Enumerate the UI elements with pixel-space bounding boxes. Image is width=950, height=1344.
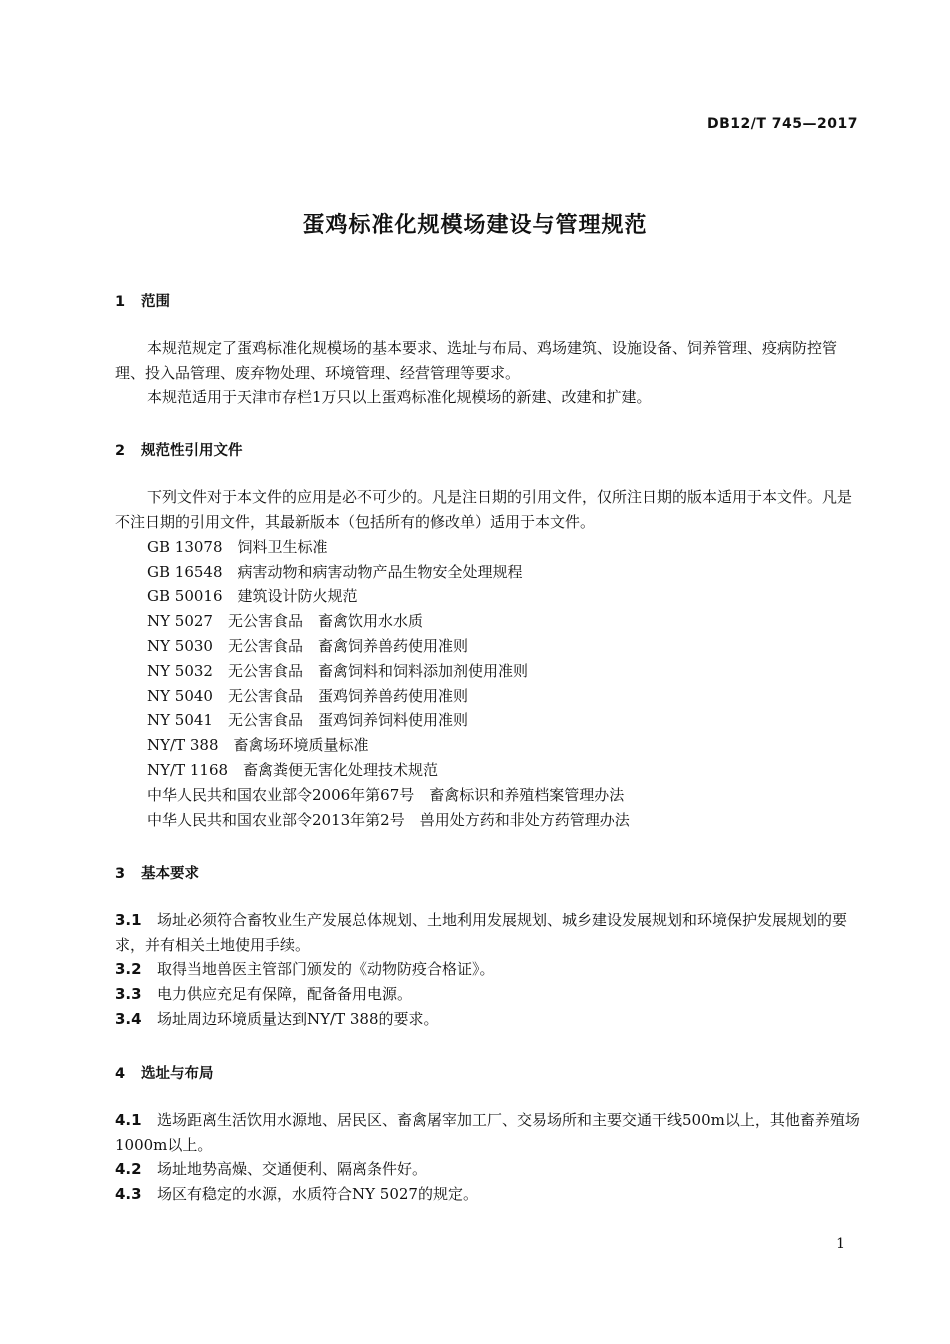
section-number: 4 xyxy=(115,1066,126,1082)
clause-text: 取得当地兽医主管部门颁发的《动物防疫合格证》。 xyxy=(157,960,495,978)
reference-item: NY 5030 无公害食品 畜禽饲养兽药使用准则 xyxy=(147,637,468,655)
section-title: 选址与布局 xyxy=(141,1066,214,1082)
paragraph: 本规范规定了蛋鸡标准化规模场的基本要求、选址与布局、鸡场建筑、设施设备、饲养管理、疫病防控管理、投入品管理、废弃物处理、环境管理、经营管理等要求。 xyxy=(115,339,838,382)
clause-text: 电力供应充足有保障，配备备用电源。 xyxy=(157,985,413,1003)
section-heading-2 xyxy=(115,439,243,460)
section-heading-4 xyxy=(115,1062,214,1083)
section-title: 基本要求 xyxy=(141,866,199,882)
reference-item: NY 5041 无公害食品 蛋鸡饲养饲料使用准则 xyxy=(147,711,468,729)
reference-item: NY/T 388 畜禽场环境质量标准 xyxy=(147,736,369,754)
clause-text: 场址必须符合畜牧业生产发展总体规划、土地利用发展规划、城乡建设发展规划和环境保护发展规划的要求，并有相关土地使用手续。 xyxy=(115,911,848,954)
clause xyxy=(115,1007,860,1032)
reference-item: NY 5040 无公害食品 蛋鸡饲养兽药使用准则 xyxy=(147,687,468,705)
section-number: 3 xyxy=(115,866,126,882)
clause xyxy=(115,982,860,1007)
clause-text: 场址周边环境质量达到NY/T 388的要求。 xyxy=(157,1010,439,1028)
clause-number: 3.2 xyxy=(115,960,142,978)
page-number: 1 xyxy=(836,1236,845,1252)
clause-number: 3.1 xyxy=(115,911,142,929)
clause-number: 4.2 xyxy=(115,1160,142,1178)
clause-number: 3.3 xyxy=(115,985,142,1003)
reference-item: GB 50016 建筑设计防火规范 xyxy=(147,587,358,605)
clause-text: 场址地势高燥、交通便利、隔离条件好。 xyxy=(157,1160,428,1178)
clause xyxy=(115,957,860,982)
section-number: 1 xyxy=(115,294,126,310)
clause xyxy=(115,1108,860,1157)
section-heading-3 xyxy=(115,862,199,883)
paragraph: 下列文件对于本文件的应用是必不可少的。凡是注日期的引用文件，仅所注日期的版本适用于本文件。凡是不注日期的引用文件，其最新版本（包括所有的修改单）适用于本文件。 xyxy=(115,488,853,531)
reference-item: 中华人民共和国农业部令2013年第2号 兽用处方药和非处方药管理办法 xyxy=(147,811,630,829)
reference-item: 中华人民共和国农业部令2006年第67号 畜禽标识和养殖档案管理办法 xyxy=(147,786,625,804)
clause xyxy=(115,1157,860,1182)
reference-item: GB 16548 病害动物和病害动物产品生物安全处理规程 xyxy=(147,563,523,581)
document-title: 蛋鸡标准化规模场建设与管理规范 xyxy=(302,213,648,238)
section-title: 规范性引用文件 xyxy=(141,443,243,459)
clause-number: 4.1 xyxy=(115,1111,142,1129)
section-heading-1 xyxy=(115,290,170,311)
clause-number: 4.3 xyxy=(115,1185,142,1203)
reference-item: NY 5027 无公害食品 畜禽饮用水水质 xyxy=(147,612,423,630)
clause xyxy=(115,1182,860,1207)
reference-item: NY/T 1168 畜禽粪便无害化处理技术规范 xyxy=(147,761,439,779)
reference-item: NY 5032 无公害食品 畜禽饲料和饲料添加剂使用准则 xyxy=(147,662,528,680)
reference-item: GB 13078 饲料卫生标准 xyxy=(147,538,328,556)
section-number: 2 xyxy=(115,443,126,459)
section-title: 范围 xyxy=(141,294,170,310)
clause xyxy=(115,908,860,957)
standard-code: DB12/T 745—2017 xyxy=(707,116,858,132)
clause-text: 选场距离生活饮用水源地、居民区、畜禽屠宰加工厂、交易场所和主要交通干线500m以上，其他畜养殖场1000m以上。 xyxy=(115,1111,860,1154)
paragraph: 本规范适用于天津市存栏1万只以上蛋鸡标准化规模场的新建、改建和扩建。 xyxy=(147,388,652,406)
clause-text: 场区有稳定的水源，水质符合NY 5027的规定。 xyxy=(157,1185,478,1203)
clause-number: 3.4 xyxy=(115,1010,142,1028)
